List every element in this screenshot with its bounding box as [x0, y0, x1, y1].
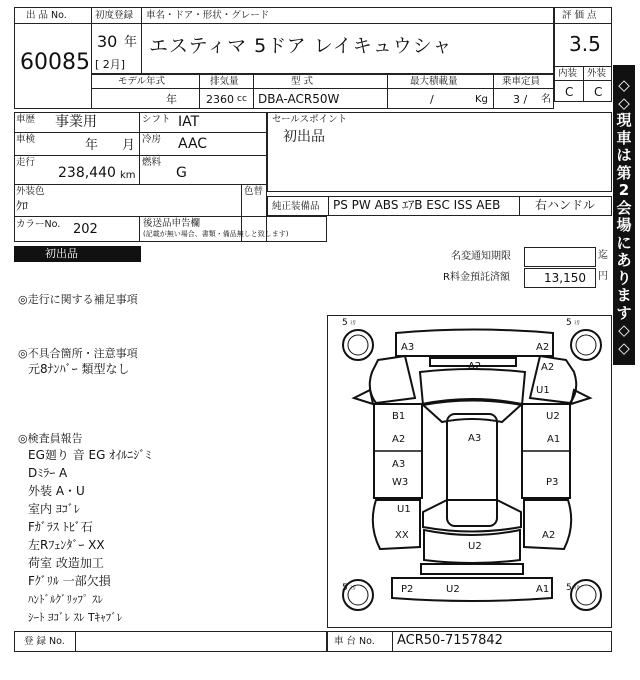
inspector-item: 左Rﾌｪﾝﾀﾞｰ XX [28, 538, 105, 552]
left-front-fender-outline [370, 356, 415, 403]
notice-char: ◇ [618, 76, 630, 94]
mark-rear-bumper-left: P2 [401, 584, 414, 595]
front-left-tire-icon [343, 330, 373, 360]
notice-char: 現 [616, 111, 632, 129]
mark-left-rear-door2: W3 [392, 477, 409, 488]
mark-roof: A3 [468, 433, 482, 444]
model-label: 車名・ドア・形状・グレード [146, 10, 270, 21]
tire-fr-label: 5 ﾐﾘ [566, 318, 580, 328]
inspector-item: Fｸﾞﾘﾙ 一部欠損 [28, 574, 111, 588]
history-value: 事業用 [55, 114, 97, 130]
notice-char: 場 [616, 216, 632, 234]
capacity-label: 乗車定員 [502, 76, 541, 87]
recycle-label: R料金預託済額 [443, 272, 510, 283]
interior-grade: C [565, 85, 574, 99]
fuel-value: G [176, 165, 187, 181]
inspector-item: ﾊﾝﾄﾞﾙｸﾞﾘｯﾌﾟ ｽﾚ [28, 593, 103, 606]
exterior-grade: C [594, 85, 603, 99]
notice-char: ま [616, 286, 632, 304]
tire-rl-label: 5 ﾐﾘ [342, 583, 356, 593]
notice-char: に [616, 233, 632, 252]
sales-point-label: セールスポイント [272, 114, 348, 125]
chassis-number: ACR50-7157842 [397, 633, 503, 648]
defect-item: 元8ﾅﾝﾊﾞｰ 類型なし [28, 362, 130, 376]
inspection-label: 車検 [16, 134, 36, 145]
mark-front-bumper-right: A2 [536, 342, 550, 353]
capacity-value: 3 / [513, 93, 528, 106]
mark-left-rear-fender2: XX [395, 530, 409, 541]
first-listing-badge-text: 初出品 [45, 247, 78, 260]
color-no-value: 202 [73, 222, 98, 237]
front-bumper-outline [396, 330, 553, 357]
max-load-label: 最大積載量 [410, 76, 458, 87]
mark-rear-bumper-center: U2 [446, 584, 460, 595]
mark-right-front-fender: U1 [536, 385, 550, 396]
rear-bumper-outline [392, 578, 552, 601]
inspection-month-unit: 月 [122, 138, 136, 153]
inspector-item: 外装 A・U [28, 484, 85, 498]
model-year-label: モデル年式 [118, 76, 166, 87]
type-code: DBA-ACR50W [258, 92, 340, 106]
reg-month: [ 2月] [95, 58, 126, 71]
windshield-outline [422, 399, 522, 422]
driving-heading: ◎走行に関する補足事項 [18, 293, 138, 306]
tire-rr-label: 5 ﾐﾘ [566, 583, 580, 593]
aftermarket-note: (記載が無い場合、書類・備品無しと致します) [143, 230, 289, 238]
recycle-unit: 円 [598, 271, 608, 282]
max-load-value: / [430, 93, 434, 106]
notice-char: す [616, 303, 632, 322]
mark-hood: A2 [468, 361, 482, 372]
name-change-unit: 迄 [598, 250, 608, 261]
equipment-label: 純正装備品 [272, 201, 320, 212]
notice-char: 2 [618, 181, 630, 199]
shift-value: IAT [178, 114, 200, 130]
score-label: 評 価 点 [562, 10, 597, 21]
handle-value: 右ハンドル [535, 198, 596, 212]
front-right-tire-icon [571, 330, 601, 360]
notice-char: り [616, 268, 632, 287]
inspector-item: Fｶﾞﾗｽ ﾄﾋﾞ石 [28, 520, 93, 534]
model-year-unit: 年 [166, 93, 177, 106]
name-change-label: 名変通知期限 [451, 251, 511, 262]
displacement-value: 2360 [206, 93, 234, 106]
color-change-label: 色替 [244, 186, 264, 197]
mark-right-rear-fender: A2 [542, 530, 556, 541]
color-value: ｸﾛ [16, 199, 29, 213]
equipment-value: PS PW ABS ｴｱB ESC ISS AEB [333, 198, 501, 212]
notice-char: 第 [616, 163, 632, 182]
mileage-value: 238,440 [58, 165, 116, 181]
right-rear-fender-outline [524, 500, 571, 549]
notice-char: 会 [616, 198, 632, 217]
reg-year: 30 [97, 32, 118, 51]
fuel-label: 燃料 [142, 157, 162, 168]
tire-fl-label: 5 ﾐﾘ [342, 318, 356, 328]
chassis-label: 車 台 No. [334, 636, 375, 647]
max-load-unit: Kg [475, 94, 488, 105]
lot-number: 60085 [20, 50, 90, 75]
mark-right-front-door: U2 [546, 411, 560, 422]
displacement-unit: cc [237, 94, 247, 104]
notice-char: は [616, 146, 632, 164]
mark-right-front-fender-top: A2 [541, 362, 555, 373]
mileage-unit: km [120, 170, 136, 181]
color-label: 外装色 [16, 186, 45, 197]
inspector-heading: ◎検査員報告 [18, 432, 83, 445]
model-name: エスティマ 5ドア レイキュウシャ [149, 35, 453, 57]
capacity-unit: 名 [541, 94, 551, 105]
mark-left-rear-fender: U1 [397, 504, 411, 515]
reg-no-label: 登 録 No. [24, 636, 65, 647]
notice-char: ◇ [618, 93, 630, 112]
mark-left-rear-door: A3 [392, 459, 406, 470]
mark-right-front-door2: A1 [547, 434, 561, 445]
notice-char: ◇ [618, 321, 630, 339]
roof-outline [447, 414, 497, 526]
history-label: 車歴 [16, 114, 36, 125]
exterior-label: 外装 [587, 68, 607, 79]
ac-label: 冷房 [142, 134, 162, 145]
shift-label: シフト [142, 114, 171, 125]
color-no-label: カラーNo. [16, 219, 61, 230]
notice-char: ◇ [618, 338, 630, 357]
ac-value: AAC [178, 136, 208, 152]
notice-char: 車 [616, 128, 632, 147]
inspector-item: EG廻り 音 EG ｵｲﾙﾆｼﾞﾐ [28, 448, 152, 462]
rear-panel [421, 564, 523, 574]
left-mirror [354, 390, 373, 404]
aftermarket-label: 後送品申告欄 [143, 218, 201, 229]
defects-heading: ◎不具合箇所・注意事項 [18, 347, 138, 360]
score-value: 3.5 [569, 32, 601, 56]
mark-front-bumper-left: A3 [401, 342, 415, 353]
inspector-item: Dﾐﾗｰ A [28, 466, 68, 480]
mark-left-front-door2: A2 [392, 434, 406, 445]
inspection-year-unit: 年 [85, 138, 99, 153]
mark-left-front-door: B1 [392, 411, 406, 422]
notice-char: あ [616, 251, 632, 269]
sales-point-value: 初出品 [283, 129, 325, 145]
reg-label: 初度登録 [95, 10, 134, 21]
mileage-label: 走行 [16, 157, 36, 168]
reg-year-unit: 年 [124, 35, 138, 50]
inspector-item: 荷室 改造加工 [28, 556, 104, 570]
lot-label: 出 品 No. [26, 10, 67, 21]
mark-trunk: U2 [468, 541, 482, 552]
displacement-label: 排気量 [210, 76, 239, 87]
mark-right-rear-door: P3 [546, 477, 559, 488]
mark-rear-bumper-right: A1 [536, 584, 550, 595]
interior-label: 内装 [558, 68, 578, 79]
type-label: 型 式 [291, 76, 314, 87]
inspector-item: 室内 ﾖｺﾞﾚ [28, 502, 80, 516]
recycle-value: 13,150 [544, 271, 586, 285]
inspector-item: ｼｰﾄ ﾖｺﾞﾚ ｽﾚ Tｷｬﾌﾞﾚ [28, 611, 123, 624]
